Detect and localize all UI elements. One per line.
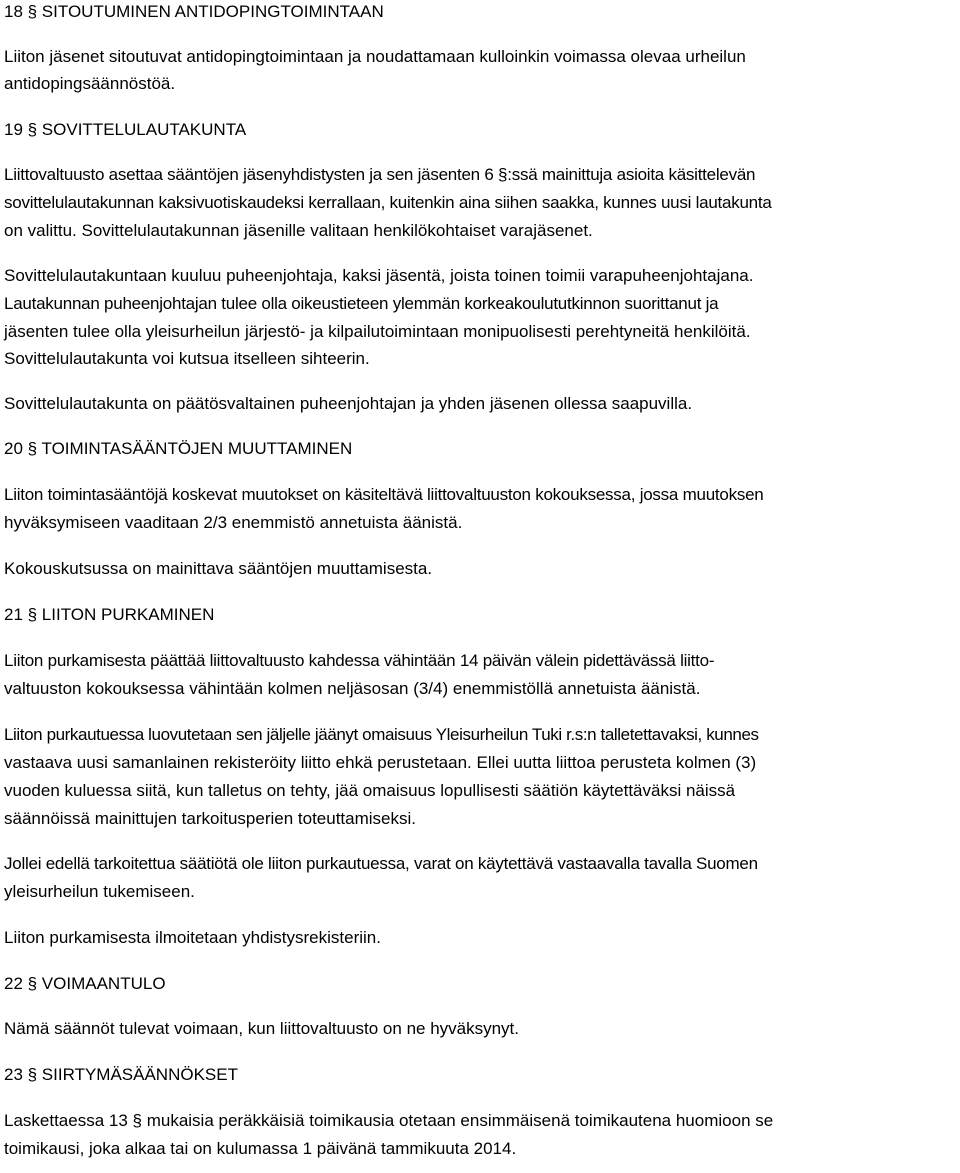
paragraph-line: jäsenten tulee olla yleisurheilun järjestö- ja kilpailutoimintaan monipuolisesti perehtyneitä henkilöitä.	[4, 322, 751, 341]
section-heading: 22 § VOIMAANTULO	[4, 974, 166, 993]
paragraph-line: Nämä säännöt tulevat voimaan, kun liittovaltuusto on ne hyväksynyt.	[4, 1019, 520, 1038]
paragraph-line: vuoden kuluessa siitä, kun talletus on tehty, jää omaisuus lopullisesti säätiön käytettäväksi näissä	[4, 781, 736, 800]
paragraph-line: Liiton toimintasääntöjä koskevat muutokset on käsiteltävä liittovaltuuston kokouksessa, jossa muutoksen	[4, 485, 764, 504]
paragraph-line: vastaava uusi samanlainen rekisteröity liitto ehkä perustetaan. Ellei uutta liittoa perusteta kolmen (3)	[4, 753, 757, 772]
paragraph-line: hyväksymiseen vaaditaan 2/3 enemmistö annetuista äänistä.	[4, 513, 463, 532]
section-heading: 18 § SITOUTUMINEN ANTIDOPINGTOIMINTAAN	[4, 2, 384, 21]
paragraph-line: säännöissä mainittujen tarkoitusperien toteuttamiseksi.	[4, 809, 416, 828]
paragraph-line: Kokouskutsussa on mainittava sääntöjen muuttamisesta.	[4, 559, 433, 578]
section-heading: 23 § SIIRTYMÄSÄÄNNÖKSET	[4, 1065, 238, 1084]
paragraph-line: Liiton purkamisesta ilmoitetaan yhdistysrekisteriin.	[4, 928, 381, 947]
paragraph-line: Jollei edellä tarkoitettua säätiötä ole liiton purkautuessa, varat on käytettävä vastaavalla tavalla Suomen	[4, 854, 758, 873]
paragraph-line: yleisurheilun tukemiseen.	[4, 882, 195, 901]
paragraph-line: toimikausi, joka alkaa tai on kulumassa 1 päivänä tammikuuta 2014.	[4, 1139, 517, 1158]
section-heading: 20 § TOIMINTASÄÄNTÖJEN MUUTTAMINEN	[4, 439, 353, 458]
paragraph-line: Sovittelulautakunta on päätösvaltainen puheenjohtajan ja yhden jäsenen ollessa saapuvilla.	[4, 394, 693, 413]
paragraph-line: Laskettaessa 13 § mukaisia peräkkäisiä toimikausia otetaan ensimmäisenä toimikautena huomioon se	[4, 1111, 774, 1130]
paragraph-line: Liiton purkamisesta päättää liittovaltuusto kahdessa vähintään 14 päivän välein pidettävässä liitto-	[4, 651, 715, 670]
paragraph-line: Lautakunnan puheenjohtajan tulee olla oikeustieteen ylemmän korkeakoulututkinnon suorittanut ja	[4, 294, 719, 313]
paragraph-line: Sovittelulautakunta voi kutsua itselleen sihteerin.	[4, 349, 370, 368]
paragraph-line: Liiton jäsenet sitoutuvat antidopingtoimintaan ja noudattamaan kulloinkin voimassa olevaa urheilun	[4, 47, 746, 66]
paragraph-line: sovittelulautakunnan kaksivuotiskaudeksi kerrallaan, kuitenkin aina siihen saakka, kunnes uusi lautakunta	[4, 193, 772, 212]
section-heading: 21 § LIITON PURKAMINEN	[4, 605, 215, 624]
paragraph-line: Sovittelulautakuntaan kuuluu puheenjohtaja, kaksi jäsentä, joista toinen toimii varapuheenjohtajana.	[4, 266, 754, 285]
paragraph-line: antidopingsäännöstöä.	[4, 74, 176, 93]
paragraph-line: valtuuston kokouksessa vähintään kolmen neljäsosan (3/4) enemmistöllä annetuista äänistä.	[4, 679, 701, 698]
paragraph-line: Liiton purkautuessa luovutetaan sen jäljelle jäänyt omaisuus Yleisurheilun Tuki r.s:n talletettavaksi, kunnes	[4, 725, 759, 744]
paragraph-line: Liittovaltuusto asettaa sääntöjen jäsenyhdistysten ja sen jäsenten 6 §:ssä mainittuja asioita käsittelevän	[4, 165, 756, 184]
section-heading: 19 § SOVITTELULAUTAKUNTA	[4, 120, 247, 139]
paragraph-line: on valittu. Sovittelulautakunnan jäsenille valitaan henkilökohtaiset varajäsenet.	[4, 221, 593, 240]
